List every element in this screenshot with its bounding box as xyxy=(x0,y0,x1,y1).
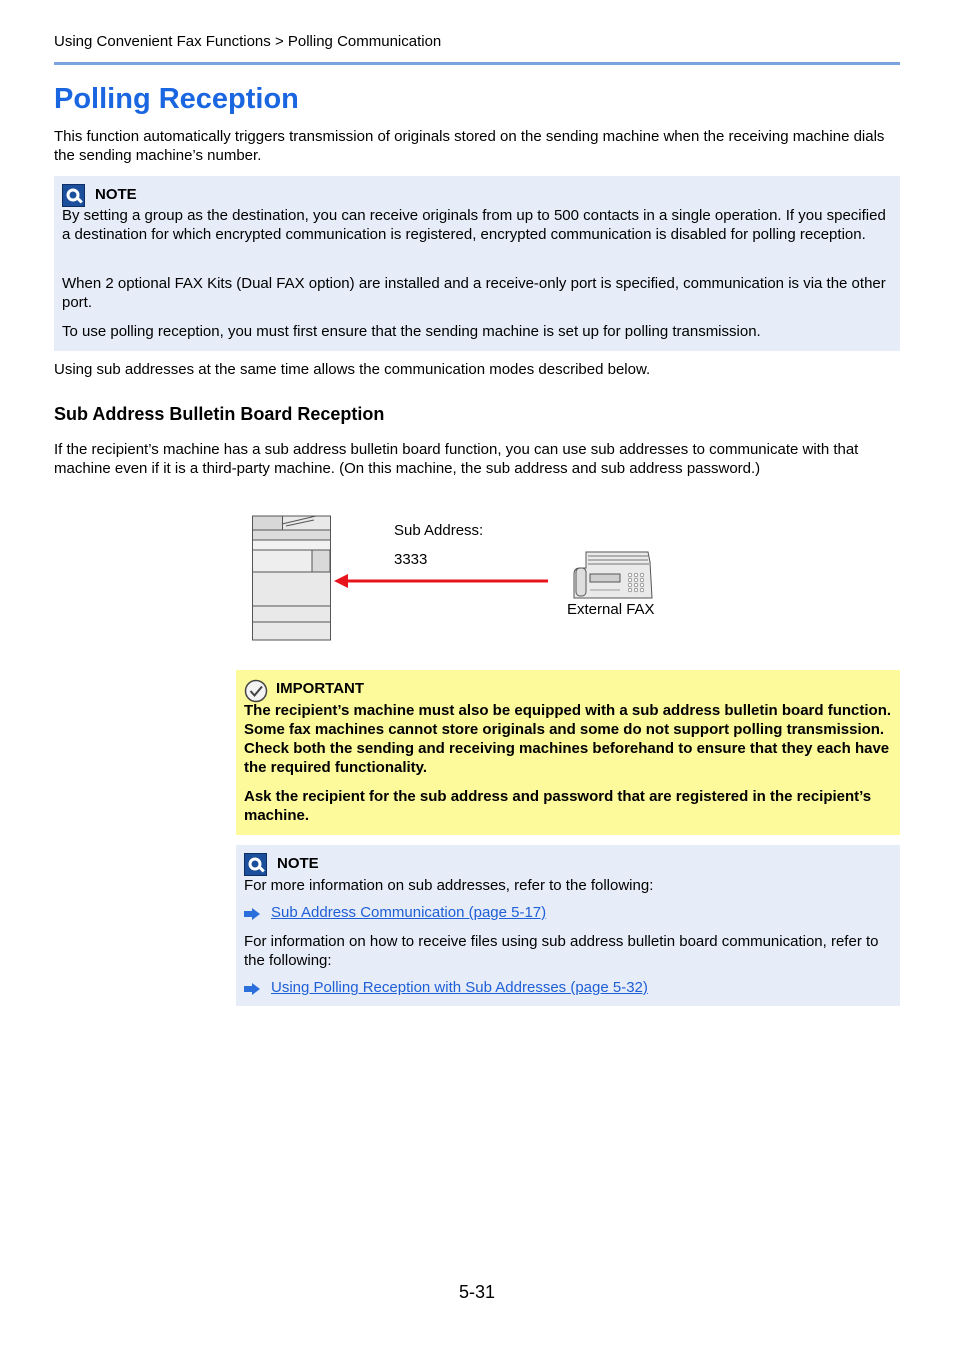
note-paragraph: To use polling reception, you must first ensure that the sending machine is set up for polling transmission. xyxy=(62,323,761,340)
checkmark-icon xyxy=(244,679,268,703)
note-icon xyxy=(244,853,267,876)
breadcrumb: Using Convenient Fax Functions > Polling Communication xyxy=(54,33,442,50)
link-polling-reception-sub-addresses[interactable]: Using Polling Reception with Sub Addresses (page 5-32) xyxy=(271,979,648,996)
page-number: 5-31 xyxy=(459,1282,496,1302)
section-text: If the recipient’s machine has a sub address bulletin board function, you can use sub addresses to communicate with that machine even if it is a third-party machine. (On this machine, the sub address and sub address password.) xyxy=(54,441,859,477)
note-heading: NOTE xyxy=(277,855,319,872)
link-sub-address-communication[interactable]: Sub Address Communication (page 5-17) xyxy=(271,904,547,921)
transfer-arrow xyxy=(334,574,550,588)
note-paragraph: By setting a group as the destination, you can receive originals from up to 500 contacts in a single operation. If you specified a destination for which encrypted communication is registered, encrypted communication is disabled for polling reception. xyxy=(62,207,886,243)
note-heading: NOTE xyxy=(95,186,137,203)
important-box xyxy=(236,670,900,835)
external-fax-label: External FAX xyxy=(567,601,655,618)
important-heading: IMPORTANT xyxy=(276,680,365,697)
note-text: For information on how to receive files using sub address bulletin board communication, refer to the following: xyxy=(244,933,879,969)
arrow-right-icon xyxy=(244,908,260,920)
page-title: Polling Reception xyxy=(54,83,299,115)
section-heading: Sub Address Bulletin Board Reception xyxy=(54,404,385,424)
body-text: Using sub addresses at the same time allows the communication modes described below. xyxy=(54,361,651,378)
header-rule xyxy=(54,62,900,65)
mfp-machine-icon xyxy=(252,514,332,642)
sub-address-label: Sub Address: xyxy=(394,522,484,539)
important-paragraph: Ask the recipient for the sub address and password that are registered in the recipient’s machine. xyxy=(244,788,872,824)
note-icon xyxy=(62,184,85,207)
note-box xyxy=(236,845,900,1006)
note-text: For more information on sub addresses, refer to the following: xyxy=(244,877,654,894)
sub-address-value: 3333 xyxy=(394,551,428,568)
important-paragraph: The recipient’s machine must also be equipped with a sub address bulletin board function. Some fax machines cannot store originals and some do not support polling transmission. Check both the sending and receiving machines beforehand to ensure that they each have the required functionality. xyxy=(244,702,892,776)
note-box xyxy=(54,176,900,351)
note-paragraph: When 2 optional FAX Kits (Dual FAX option) are installed and a receive-only port is specified, communication is via the other port. xyxy=(62,275,886,311)
intro-text: This function automatically triggers transmission of originals stored on the sending machine when the receiving machine dials the sending machine’s number. xyxy=(54,128,885,164)
fax-machine-icon xyxy=(572,550,654,600)
arrow-right-icon xyxy=(244,983,260,995)
